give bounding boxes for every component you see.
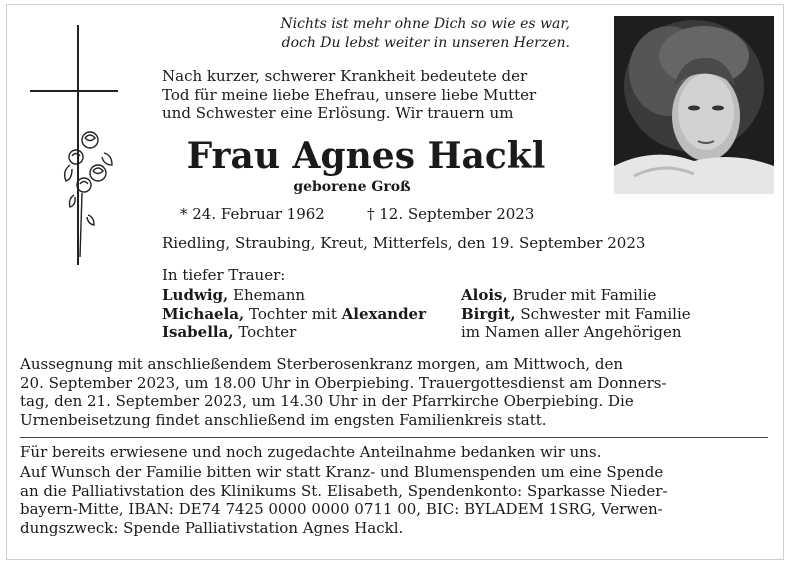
life-dates [180, 205, 535, 223]
death-date: † 12. September 2023 [367, 205, 535, 223]
mourner-row: Alois, Bruder mit Familie [461, 286, 657, 304]
portrait-photo [614, 16, 774, 194]
deceased-name: Frau Agnes Hackl [186, 135, 546, 177]
donation-text [20, 463, 768, 537]
motto-line: doch Du lebst weiter in unseren Herzen. [281, 35, 570, 51]
intro-text [162, 67, 582, 123]
text-line: dungszweck: Spende Palliativstation Agnes Hackl. [20, 518, 404, 537]
maiden-name: geborene Groß [293, 179, 411, 195]
intro-line: und Schwester eine Erlösung. Wir trauern um [162, 104, 514, 122]
birth-date: * 24. Februar 1962 [180, 205, 325, 223]
mourner-row: Birgit, Schwester mit Familie [461, 304, 691, 323]
place-date: Riedling, Straubing, Kreut, Mitterfels, den 19. September 2023 [162, 234, 646, 252]
service-text [20, 355, 768, 429]
text-line: Für bereits erwiesene und noch zugedachte Anteilnahme bedanken wir uns. [20, 443, 602, 461]
motto [200, 15, 570, 53]
thanks-text [20, 443, 768, 462]
mourner-row: Michaela, Tochter mit Alexander [162, 304, 427, 323]
mourners-right [461, 286, 691, 342]
text-line: 20. September 2023, um 18.00 Uhr in Oberpiebing. Trauergottesdienst am Donners- [20, 373, 667, 392]
cross-with-roses-icon [30, 25, 130, 265]
text-line: an die Palliativstation des Klinikums St. Elisabeth, Spendenkonto: Sparkasse Nieder- [20, 481, 668, 500]
text-line: Auf Wunsch der Familie bitten wir statt Kranz- und Blumenspenden um eine Spende [20, 463, 664, 481]
text-line: Aussegnung mit anschließendem Sterberosenkranz morgen, am Mittwoch, den [20, 355, 624, 373]
text-line: bayern-Mitte, IBAN: DE74 7425 0000 0000 0711 00, BIC: BYLADEM 1SRG, Verwen- [20, 500, 663, 518]
mourners-intro: In tiefer Trauer: [162, 266, 286, 284]
text-line: tag, den 21. September 2023, um 14.30 Uhr in der Pfarrkirche Oberpiebing. Die [20, 392, 634, 410]
divider [20, 437, 768, 438]
mourners-left [162, 286, 426, 342]
intro-line: Nach kurzer, schwerer Krankheit bedeutete der [162, 67, 528, 85]
mourner-row: Ludwig, Ehemann [162, 286, 306, 304]
intro-line: Tod für meine liebe Ehefrau, unsere liebe Mutter [162, 85, 537, 104]
motto-line: Nichts ist mehr ohne Dich so wie es war, [280, 16, 570, 32]
text-line: Urnenbeisetzung findet anschließend im engsten Familienkreis statt. [20, 410, 547, 429]
mourner-row: im Namen aller Angehörigen [461, 323, 682, 341]
mourner-row: Isabella, Tochter [162, 323, 297, 341]
